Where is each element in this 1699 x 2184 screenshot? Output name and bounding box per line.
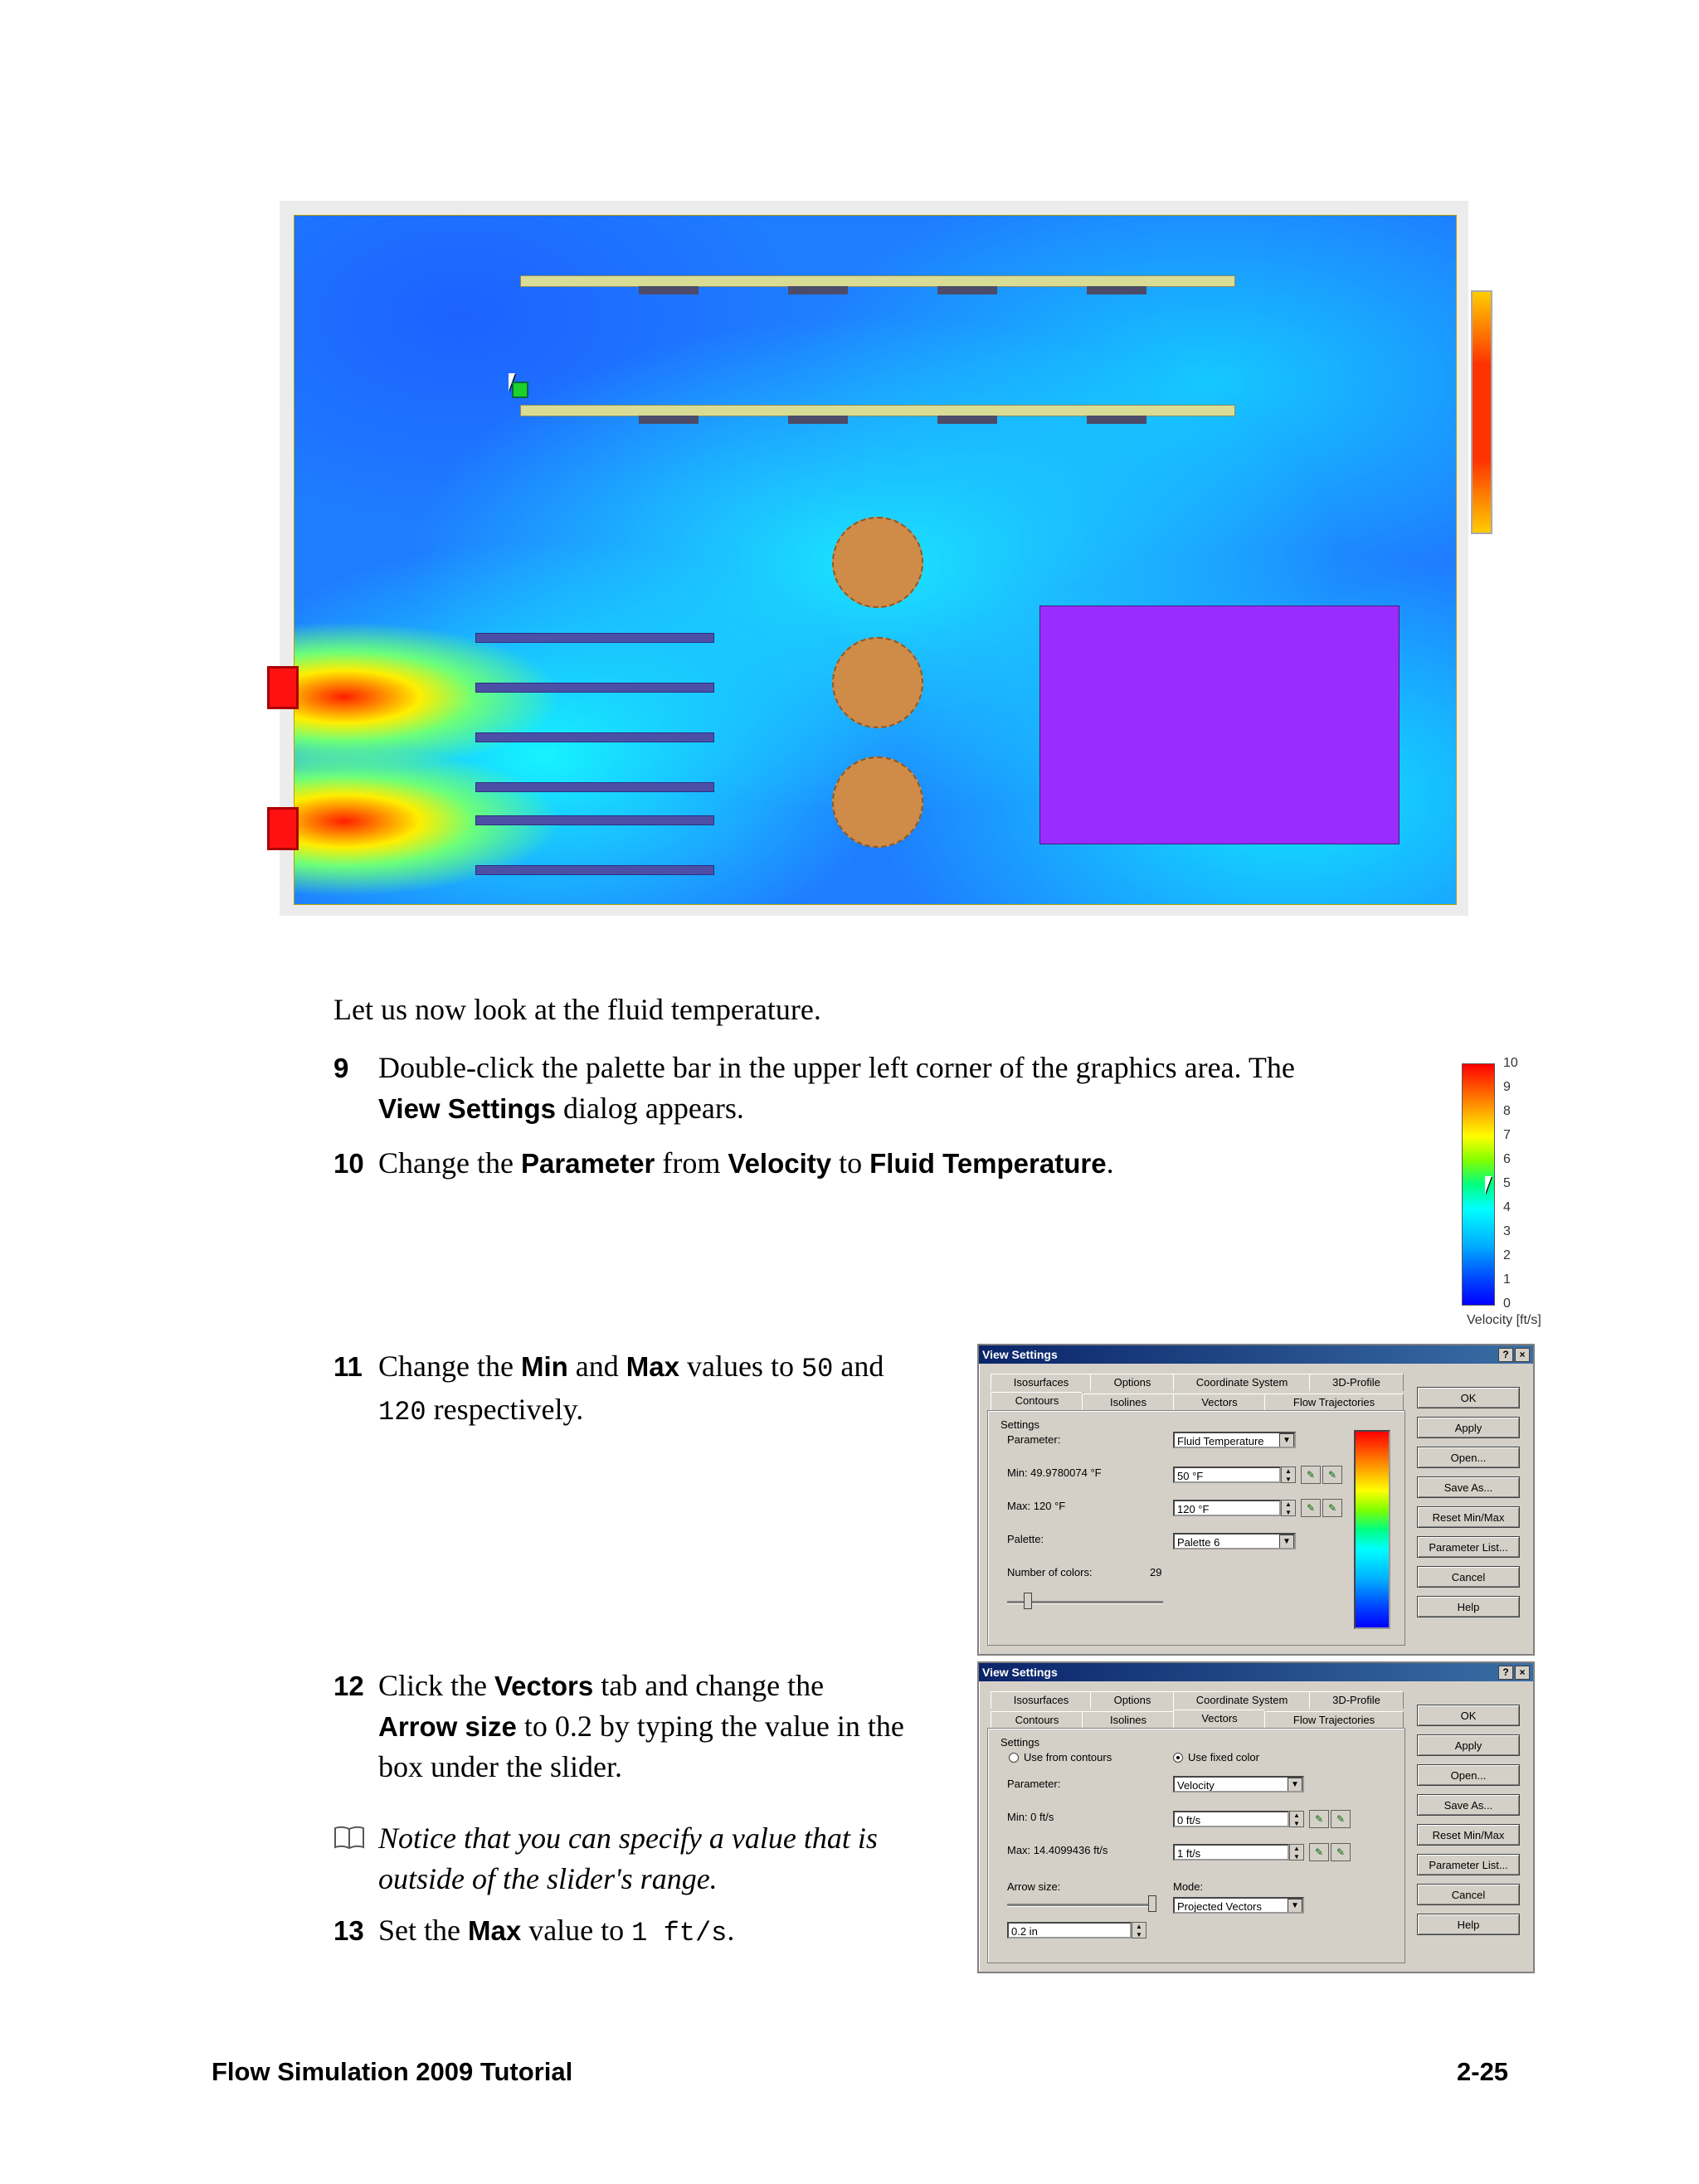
min-label: Min: 49.9780074 °F [1007, 1467, 1102, 1479]
step-number: 13 [333, 1915, 364, 1946]
mouse-cursor-icon [1485, 1176, 1492, 1194]
tab-isosurfaces[interactable]: Isosurfaces [991, 1374, 1092, 1391]
chevron-down-icon: ▼ [1288, 1899, 1302, 1914]
min-input[interactable]: 0 ft/s [1173, 1811, 1289, 1827]
help-button[interactable]: Help [1417, 1596, 1520, 1617]
max-label: Max: 120 °F [1007, 1500, 1066, 1512]
mode-label: Mode: [1173, 1880, 1204, 1893]
palette-tick: 5 [1503, 1176, 1511, 1190]
chevron-down-icon: ▼ [1288, 1778, 1302, 1792]
parameter-label: Parameter: [1007, 1433, 1061, 1446]
palette-tick: 3 [1503, 1224, 1511, 1238]
ok-button[interactable]: OK [1417, 1705, 1520, 1726]
parameter-list-button[interactable]: Parameter List... [1417, 1854, 1520, 1875]
tab-contours[interactable]: Contours [991, 1392, 1083, 1411]
tab-3d-profile[interactable]: 3D-Profile [1309, 1691, 1404, 1709]
palette-tick: 8 [1503, 1104, 1511, 1118]
apply-button[interactable]: Apply [1417, 1734, 1520, 1756]
use-fixed-color-label: Use fixed color [1188, 1751, 1259, 1763]
arrow-size-slider[interactable] [1007, 1904, 1155, 1907]
tab-vectors[interactable]: Vectors [1173, 1394, 1266, 1411]
step-13-text: Set the Max value to 1 ft/s. [378, 1914, 735, 1948]
arrow-size-spinner[interactable]: ▲ ▼ [1132, 1922, 1146, 1938]
intro-text: Let us now look at the fluid temperature. [333, 993, 821, 1026]
min-spinner[interactable]: ▲ ▼ [1289, 1811, 1304, 1827]
chevron-down-icon: ▼ [1279, 1535, 1294, 1549]
tab-isolines[interactable]: Isolines [1082, 1394, 1175, 1411]
tab-coordinate-system[interactable]: Coordinate System [1173, 1691, 1311, 1709]
palette-tick: 10 [1503, 1056, 1518, 1070]
reset-min-icon[interactable]: ✎ [1331, 1810, 1351, 1828]
palette-label: Velocity [ft/s] [1467, 1313, 1541, 1327]
cylinder [832, 637, 923, 728]
parameter-label: Parameter: [1007, 1778, 1061, 1790]
min-spinner[interactable]: ▲ ▼ [1281, 1467, 1296, 1483]
tab-vectors[interactable]: Vectors [1173, 1710, 1266, 1729]
min-label: Min: 0 ft/s [1007, 1811, 1054, 1823]
palette-tick: 1 [1503, 1272, 1511, 1287]
reset-max-icon[interactable]: ✎ [1331, 1843, 1351, 1861]
parameter-list-button[interactable]: Parameter List... [1417, 1536, 1520, 1558]
colors-label: Number of colors: [1007, 1566, 1093, 1578]
palette-tick: 6 [1503, 1152, 1511, 1166]
tab-options[interactable]: Options [1090, 1374, 1175, 1391]
component-pad [1087, 286, 1146, 294]
fan-inlet [267, 807, 299, 850]
cancel-button[interactable]: Cancel [1417, 1566, 1520, 1588]
cancel-button[interactable]: Cancel [1417, 1884, 1520, 1905]
component-pad [1087, 416, 1146, 424]
heat-sink-fin [475, 815, 714, 825]
save-as-button[interactable]: Save As... [1417, 1476, 1520, 1498]
pick-max-icon[interactable]: ✎ [1301, 1499, 1321, 1517]
mode-select[interactable]: Projected Vectors ▼ [1173, 1897, 1304, 1914]
slider-thumb[interactable] [1024, 1593, 1032, 1609]
open-button[interactable]: Open... [1417, 1764, 1520, 1786]
pick-max-icon[interactable]: ✎ [1309, 1843, 1329, 1861]
save-as-button[interactable]: Save As... [1417, 1794, 1520, 1816]
component-pad [937, 416, 997, 424]
use-from-contours-radio[interactable] [1009, 1753, 1019, 1763]
velocity-contour-figure [280, 201, 1468, 916]
upper-shelf [520, 275, 1235, 287]
graphics-area[interactable] [294, 215, 1457, 905]
view-settings-dialog-vectors [977, 1661, 1535, 1973]
reset-min-max-button[interactable]: Reset Min/Max [1417, 1506, 1520, 1528]
component-pad [788, 416, 848, 424]
chevron-down-icon: ▼ [1279, 1433, 1294, 1448]
use-fixed-color-radio[interactable] [1173, 1753, 1183, 1763]
pick-min-icon[interactable]: ✎ [1301, 1466, 1321, 1484]
settings-group-label: Settings [1000, 1736, 1039, 1749]
parameter-select[interactable]: Fluid Temperature ▼ [1173, 1432, 1296, 1448]
reset-min-icon[interactable]: ✎ [1322, 1466, 1342, 1484]
tab-flow-trajectories[interactable]: Flow Trajectories [1264, 1711, 1404, 1729]
step-10-text: Change the Parameter from Velocity to Fluid Temperature. [378, 1146, 1114, 1180]
use-from-contours-label: Use from contours [1024, 1751, 1112, 1763]
book-icon [333, 1825, 365, 1850]
open-button[interactable]: Open... [1417, 1447, 1520, 1468]
footer-title: Flow Simulation 2009 Tutorial [212, 2057, 573, 2086]
component-pad [937, 286, 997, 294]
heat-sink-fin [475, 683, 714, 693]
palette-label: Palette: [1007, 1533, 1044, 1545]
arrow-size-input[interactable]: 0.2 in [1007, 1922, 1132, 1938]
close-icon[interactable]: × [1515, 1666, 1530, 1680]
colors-value: 29 [1150, 1566, 1162, 1578]
component-pad [788, 286, 848, 294]
step-12-text: Click the Vectors tab and change the Arrow size to 0.2 by typing the value in the box under the slider. [378, 1669, 904, 1783]
purple-block [1039, 606, 1400, 844]
tab-isolines[interactable]: Isolines [1082, 1711, 1175, 1729]
tab-isosurfaces[interactable]: Isosurfaces [991, 1691, 1092, 1709]
heat-sink-fin [475, 782, 714, 792]
max-spinner[interactable]: ▲ ▼ [1289, 1844, 1304, 1861]
tab-contours[interactable]: Contours [991, 1711, 1083, 1729]
palette-select[interactable]: Palette 6 ▼ [1173, 1533, 1296, 1549]
cylinder [832, 517, 923, 608]
pick-min-icon[interactable]: ✎ [1309, 1810, 1329, 1828]
min-input[interactable]: 50 °F [1173, 1467, 1281, 1483]
heat-sink-fin [475, 865, 714, 875]
apply-button[interactable]: Apply [1417, 1417, 1520, 1438]
page-number: 2-25 [1457, 2057, 1509, 2086]
max-spinner[interactable]: ▲ ▼ [1281, 1500, 1296, 1516]
step-9-text: Double-click the palette bar in the upper left corner of the graphics area. The View Settings dialog appears. [378, 1051, 1295, 1125]
cylinder [832, 756, 923, 848]
step-number: 10 [333, 1148, 364, 1179]
palette-tick: 2 [1503, 1248, 1511, 1262]
lower-shelf [520, 405, 1235, 416]
settings-group-label: Settings [1000, 1418, 1039, 1431]
palette-tick: 9 [1503, 1080, 1511, 1094]
palette-handle-icon[interactable] [512, 382, 528, 398]
component-pad [639, 416, 699, 424]
step-number: 12 [333, 1671, 364, 1701]
help-icon[interactable]: ? [1498, 1666, 1513, 1680]
note-text: Notice that you can specify a value that is outside of the slider's range. [378, 1822, 878, 1895]
help-icon[interactable]: ? [1498, 1348, 1513, 1362]
step-number: 11 [333, 1351, 363, 1382]
tab-coordinate-system[interactable]: Coordinate System [1173, 1374, 1311, 1391]
max-input[interactable]: 1 ft/s [1173, 1844, 1289, 1861]
max-input[interactable]: 120 °F [1173, 1500, 1281, 1516]
help-button[interactable]: Help [1417, 1914, 1520, 1935]
heat-sink-fin [475, 633, 714, 643]
palette-preview [1354, 1430, 1390, 1629]
step-number: 9 [333, 1053, 349, 1083]
close-icon[interactable]: × [1515, 1348, 1530, 1362]
arrow-size-label: Arrow size: [1007, 1880, 1061, 1893]
slider-thumb[interactable] [1148, 1895, 1156, 1912]
dialog-title: View Settings [979, 1663, 1533, 1681]
fan-inlet [267, 666, 299, 709]
palette-tick: 7 [1503, 1128, 1511, 1142]
reset-max-icon[interactable]: ✎ [1322, 1499, 1342, 1517]
tab-options[interactable]: Options [1090, 1691, 1175, 1709]
outlet-vent [1471, 290, 1492, 534]
max-label: Max: 14.4099436 ft/s [1007, 1844, 1108, 1856]
parameter-select[interactable]: Velocity ▼ [1173, 1776, 1304, 1792]
step-11-text: Change the Min and Max values to 50 and 120 respectively. [378, 1350, 884, 1428]
view-settings-dialog-contours [977, 1344, 1535, 1656]
tab-3d-profile[interactable]: 3D-Profile [1309, 1374, 1404, 1391]
tab-flow-trajectories[interactable]: Flow Trajectories [1264, 1394, 1404, 1411]
palette-tick: 4 [1503, 1200, 1511, 1214]
dialog-title: View Settings [979, 1345, 1533, 1364]
ok-button[interactable]: OK [1417, 1387, 1520, 1408]
component-pad [639, 286, 699, 294]
heat-sink-fin [475, 732, 714, 742]
palette-tick: 0 [1503, 1296, 1511, 1311]
reset-min-max-button[interactable]: Reset Min/Max [1417, 1824, 1520, 1846]
